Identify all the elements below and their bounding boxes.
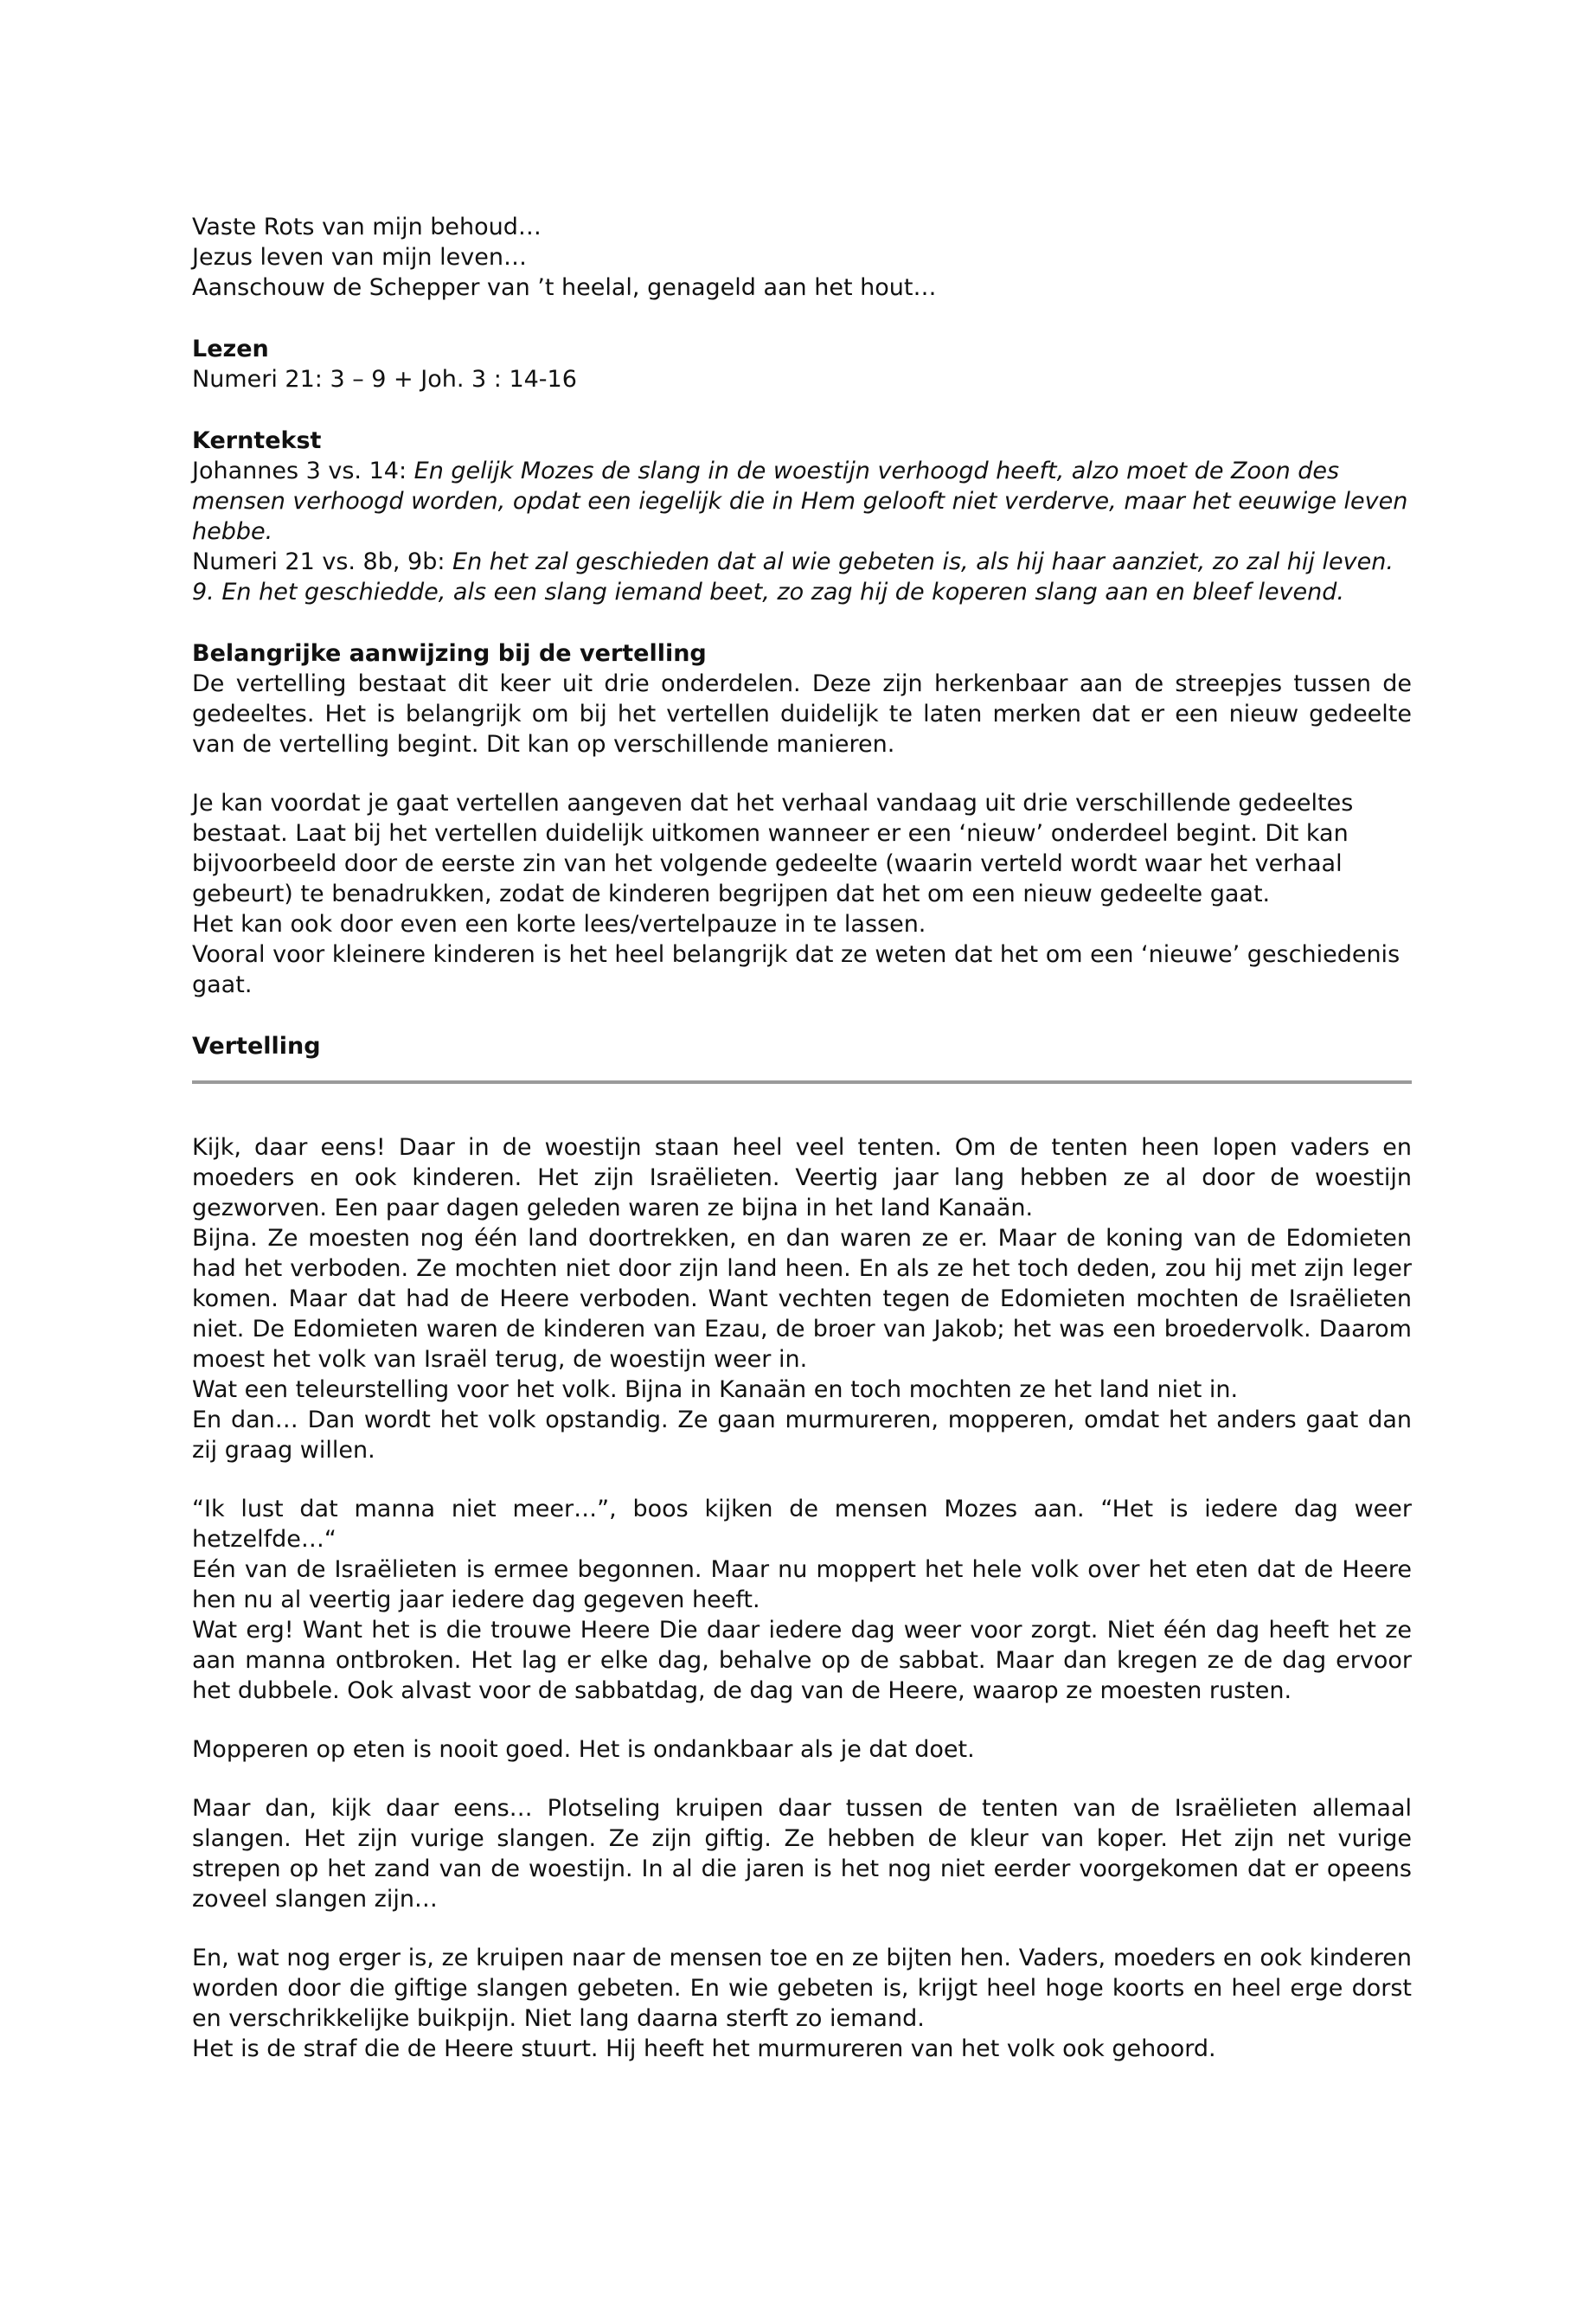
- story-paragraph: Wat erg! Want het is die trouwe Heere Die daar iedere dag weer voor zorgt. Niet één dag heeft het ze aan manna ontbroken. Het lag er elke dag, behalve op de sabbat. Maar dan kregen ze de dag ervoor het dubbele. Ook alvast voor de sabbatdag, de dag van de Heere, waarop ze moesten rusten.: [192, 1617, 1412, 1704]
- section-aanwijzing: [192, 638, 1412, 1000]
- story-paragraph: En, wat nog erger is, ze kruipen naar de mensen toe en ze bijten hen. Vaders, moeders en ook kinderen worden door die giftige slangen gebeten. En wie gebeten is, krijgt heel hoge koorts en heel erge dorst en verschrikkelijke buikpijn. Niet lang daarna sterft zo iemand.: [192, 1945, 1412, 2032]
- verse-reference: Numeri 21 vs. 8b, 9b:: [192, 548, 453, 575]
- story-block: [192, 1494, 1412, 1706]
- kerntekst-verse-1: [192, 456, 1412, 547]
- section-divider: [192, 1080, 1412, 1084]
- story-block: [192, 1943, 1412, 2064]
- aanwijzing-heading: Belangrijke aanwijzing bij de vertelling: [192, 640, 707, 667]
- intro-line: Aanschouw de Schepper van ’t heelal, genageld aan het hout…: [192, 274, 937, 301]
- kerntekst-verse-3: [192, 577, 1412, 607]
- story-paragraph: “Ik lust dat manna niet meer…”, boos kijken de mensen Mozes aan. “Het is iedere dag weer hetzelfde…“: [192, 1496, 1412, 1553]
- aanwijzing-line: Het kan ook door even een korte lees/vertelpauze in te lassen.: [192, 911, 926, 938]
- story-paragraph: Het is de straf die de Heere stuurt. Hij heeft het murmureren van het volk ook gehoord.: [192, 2035, 1216, 2062]
- aanwijzing-line: bestaat. Laat bij het vertellen duidelijk uitkomen wanneer er een ‘nieuw’ onderdeel begint. Dit kan: [192, 820, 1349, 847]
- story-paragraph: Maar dan, kijk daar eens… Plotseling kruipen daar tussen de tenten van de Israëlieten allemaal slangen. Het zijn vurige slangen. Ze zijn giftig. Ze hebben de kleur van koper. Het zijn net vurige strepen op het zand van de woestijn. In al die jaren is het nog niet eerder voorgekomen dat er opeens zoveel slangen zijn…: [192, 1795, 1412, 1913]
- section-vertelling: [192, 1031, 1412, 2064]
- aanwijzing-line: gebeurt) te benadrukken, zodat de kinderen begrijpen dat het om een nieuw gedeelte gaat.: [192, 881, 1271, 907]
- lezen-heading: Lezen: [192, 336, 269, 362]
- aanwijzing-line: bijvoorbeeld door de eerste zin van het volgende gedeelte (waarin verteld wordt waar het verhaal: [192, 850, 1343, 877]
- aanwijzing-line: Je kan voordat je gaat vertellen aangeven dat het verhaal vandaag uit drie verschillende gedeeltes: [192, 790, 1354, 817]
- aanwijzing-line: Vooral voor kleinere kinderen is het heel belangrijk dat ze weten dat het om een ‘nieuwe’ geschiedenis gaat.: [192, 941, 1401, 998]
- story-paragraph: Bijna. Ze moesten nog één land doortrekken, en dan waren ze er. Maar de koning van de Edomieten had het verboden. Ze mochten niet door zijn land heen. En als ze het toch deden, zou hij met zijn leger komen. Maar dat had de Heere verboden. Want vechten tegen de Edomieten mochten de Israëlieten niet. De Edomieten waren de kinderen van Ezau, de broer van Jakob; het was een broedervolk. Daarom moest het volk van Israël terug, de woestijn weer in.: [192, 1225, 1412, 1373]
- aanwijzing-paragraph: De vertelling bestaat dit keer uit drie onderdelen. Deze zijn herkenbaar aan de streepjes tussen de gedeeltes. Het is belangrijk om bij het vertellen duidelijk te laten merken dat er een nieuw gedeelte van de vertelling begint. Dit kan op verschillende manieren.: [192, 670, 1412, 758]
- verse-reference: Johannes 3 vs. 14:: [192, 458, 414, 484]
- kerntekst-heading: Kerntekst: [192, 427, 322, 454]
- section-lezen: [192, 334, 1412, 394]
- story-paragraph: Wat een teleurstelling voor het volk. Bijna in Kanaän en toch mochten ze het land niet in.: [192, 1376, 1239, 1403]
- intro-line: Jezus leven van mijn leven…: [192, 244, 527, 271]
- intro-verses: [192, 212, 1412, 303]
- lezen-text: Numeri 21: 3 – 9 + Joh. 3 : 14-16: [192, 366, 577, 393]
- story-block: [192, 1132, 1412, 1465]
- story-paragraph: En dan… Dan wordt het volk opstandig. Ze gaan murmureren, mopperen, omdat het anders gaat dan zij graag willen.: [192, 1407, 1412, 1464]
- section-kerntekst: [192, 426, 1412, 607]
- story-paragraph: Eén van de Israëlieten is ermee begonnen. Maar nu moppert het hele volk over het eten dat de Heere hen nu al veertig jaar iedere dag gegeven heeft.: [192, 1556, 1412, 1613]
- verse-quote: En het zal geschieden dat al wie gebeten is, als hij haar aanziet, zo zal hij leven.: [452, 548, 1394, 575]
- verse-quote: En gelijk Mozes de slang in de woestijn verhoogd heeft, alzo moet de Zoon des mensen verhoogd worden, opdat een iegelijk die in Hem gelooft niet verderve, maar het eeuwige leven hebbe.: [192, 458, 1408, 545]
- verse-quote: 9. En het geschiedde, als een slang iemand beet, zo zag hij de koperen slang aan en bleef levend.: [192, 579, 1344, 606]
- kerntekst-verse-2: [192, 547, 1412, 577]
- intro-line: Vaste Rots van mijn behoud…: [192, 214, 542, 240]
- story-paragraph: Kijk, daar eens! Daar in de woestijn staan heel veel tenten. Om de tenten heen lopen vaders en moeders en ook kinderen. Het zijn Israëlieten. Veertig jaar lang hebben ze al door de woestijn gezworven. Een paar dagen geleden waren ze bijna in het land Kanaän.: [192, 1134, 1412, 1221]
- vertelling-heading: Vertelling: [192, 1033, 321, 1060]
- story-paragraph: Mopperen op eten is nooit goed. Het is ondankbaar als je dat doet.: [192, 1736, 975, 1763]
- document-page: [192, 212, 1412, 2064]
